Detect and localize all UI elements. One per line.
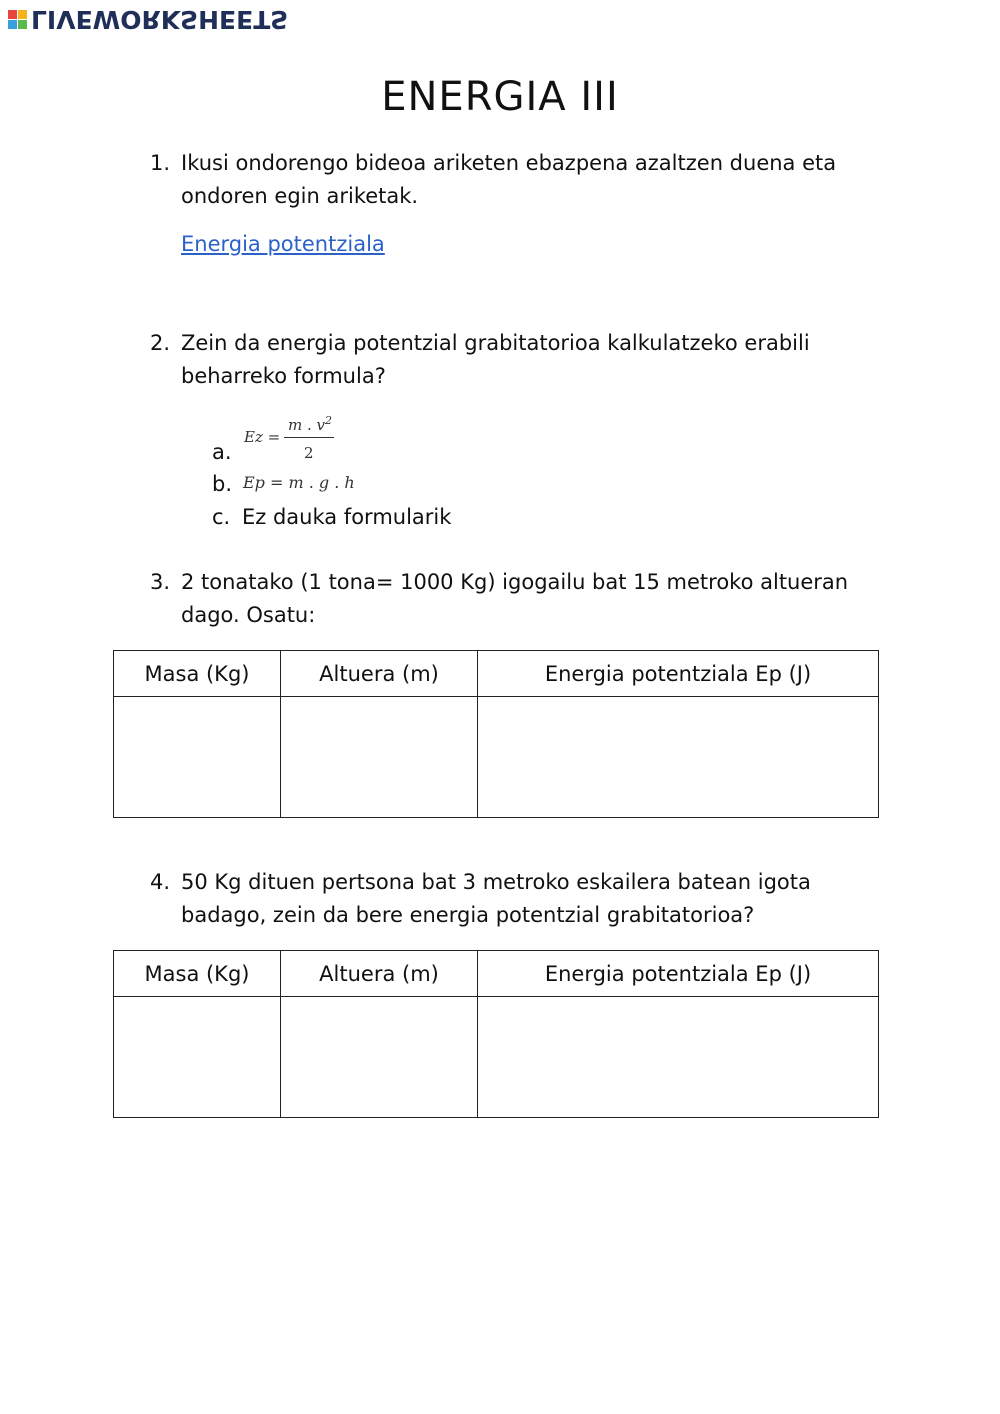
question-4 [150,866,870,932]
answer-cell-height[interactable] [281,697,478,818]
answer-cell-height[interactable] [281,997,478,1118]
question-text: 2 tonatako (1 tona= 1000 Kg) igogailu bat 15 metroko altueran dago. Osatu: [181,570,849,627]
header-mass: Masa (Kg) [114,651,281,697]
answer-cell-mass[interactable] [114,697,281,818]
question-1 [150,147,870,213]
question-text: Zein da energia potentzial grabitatorioa kalkulatzeko erabili beharreko formula? [181,331,810,388]
formula-lhs: Ez = [244,428,281,446]
answer-table-3 [113,650,879,818]
option-b[interactable] [212,469,242,499]
logo-block [18,20,27,29]
question-2 [150,327,870,393]
fraction-bar [284,437,334,438]
logo-text: LIVEWORKSHEETS [31,5,289,34]
answer-table-4 [113,950,879,1118]
header-height: Altuera (m) [281,651,478,697]
option-text: Ez dauka formularik [242,505,452,529]
formula-exponent: 2 [325,414,333,427]
page-title: ENERGIA III [381,74,619,120]
header-mass: Masa (Kg) [114,951,281,997]
formula-numerator [288,414,332,434]
question-text: 50 Kg dituen pertsona bat 3 metroko eskailera batean igota badago, zein da bere energia potentzial grabitatorioa? [181,870,811,927]
logo-block [18,10,27,19]
liveworksheets-logo [8,4,288,34]
question-number: 1. [150,151,171,175]
video-link[interactable]: Energia potentziala [181,232,385,256]
answer-cell-mass[interactable] [114,997,281,1118]
option-letter: b. [212,472,233,496]
option-a[interactable] [212,437,242,467]
answer-cell-energy[interactable] [478,997,879,1118]
question-number: 4. [150,870,171,894]
header-energy: Energia potentziala Ep (J) [478,951,879,997]
option-letter: a. [212,440,232,464]
answer-cell-energy[interactable] [478,697,879,818]
formula-denominator: 2 [304,444,314,462]
logo-blocks-icon [8,10,27,29]
header-energy: Energia potentziala Ep (J) [478,651,879,697]
option-letter: c. [212,505,231,529]
question-number: 3. [150,570,171,594]
table-header-row [114,951,879,997]
table-header-row [114,651,879,697]
question-number: 2. [150,331,171,355]
table-row [114,997,879,1118]
logo-block [8,20,17,29]
question-3 [150,566,870,632]
potential-energy-formula: Ep = m . g . h [243,473,355,492]
logo-block [8,10,17,19]
header-height: Altuera (m) [281,951,478,997]
option-c[interactable] [212,502,451,532]
question-text: Ikusi ondorengo bideoa ariketen ebazpena azaltzen duena eta ondoren egin ariketak. [181,151,837,208]
table-row [114,697,879,818]
formula-numerator-text: m . v [288,416,326,434]
